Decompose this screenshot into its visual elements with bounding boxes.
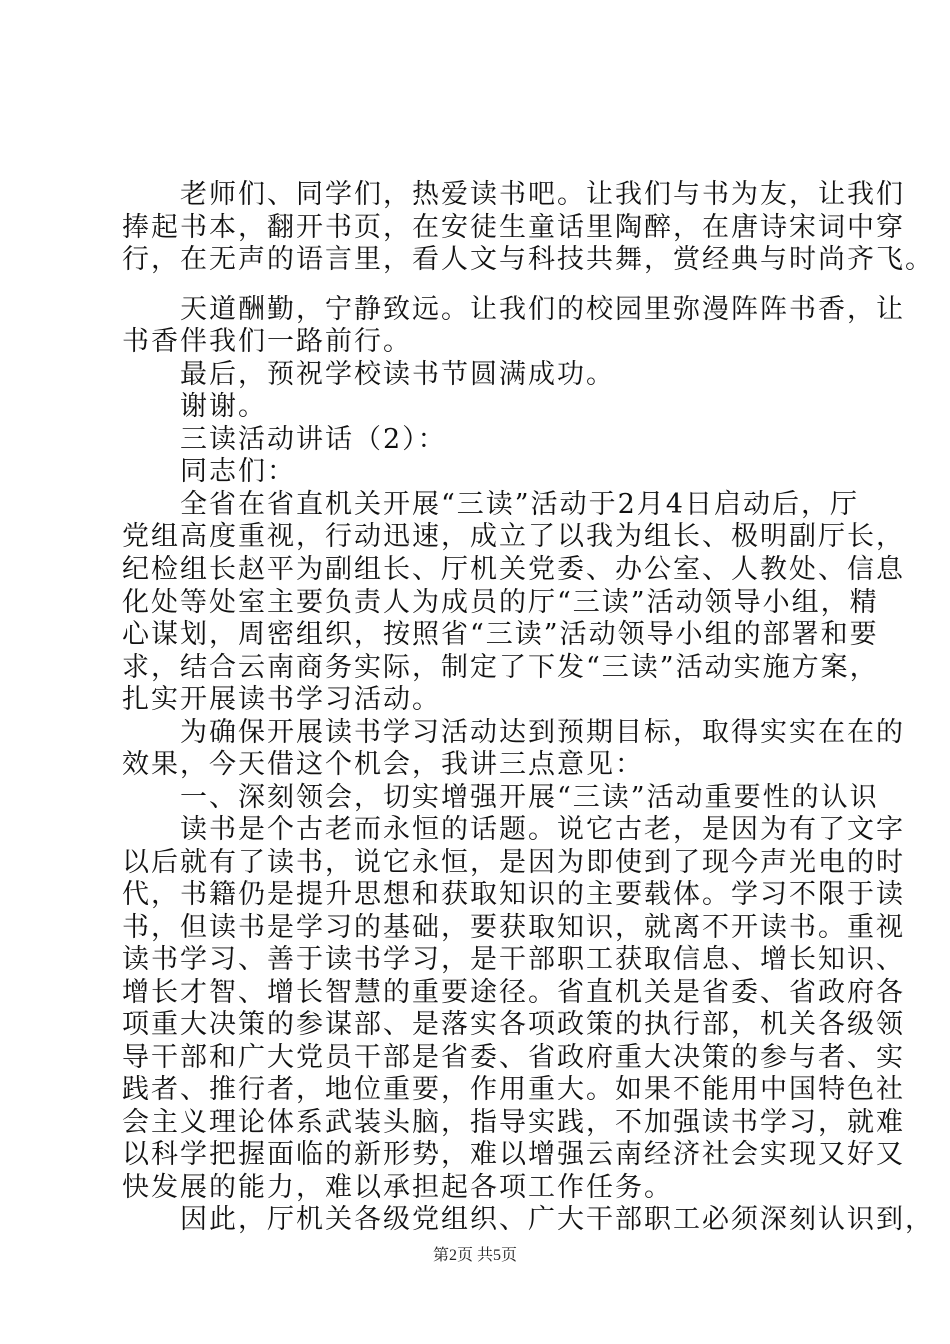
text-line: 行，在无声的语言里，看人文与科技共舞，赏经典与时尚齐飞。 [122,244,934,276]
text-line: 增长才智、增长智慧的重要途径。省直机关是省委、省政府各 [122,976,905,1008]
text-line: 捧起书本，翻开书页，在安徒生童话里陶醉，在唐诗宋词中穿 [122,211,905,243]
text-line: 以后就有了读书，说它永恒，是因为即使到了现今声光电的时 [122,846,905,878]
text-line: 效果，今天借这个机会，我讲三点意见： [122,749,644,781]
text-line: 读书学习、善于读书学习，是干部职工获取信息、增长知识、 [122,944,905,976]
text-line: 谢谢。 [122,391,267,423]
section-heading: 一、深刻领会，切实增强开展“三读”活动重要性的认识 [122,781,879,813]
text-line: 书，但读书是学习的基础，要获取知识，就离不开读书。重视 [122,911,905,943]
text-line: 践者、推行者，地位重要，作用重大。如果不能用中国特色社 [122,1074,905,1106]
text-line: 导干部和广大党员干部是省委、省政府重大决策的参与者、实 [122,1041,905,1073]
text-line: 读书是个古老而永恒的话题。说它古老，是因为有了文字 [122,814,905,846]
text-line: 扎实开展读书学习活动。 [122,684,441,716]
text-line: 纪检组长赵平为副组长、厅机关党委、办公室、人教处、信息 [122,553,905,585]
text-line: 同志们： [122,456,296,488]
text-line: 党组高度重视，行动迅速，成立了以我为组长、极明副厅长， [122,521,905,553]
text-line: 书香伴我们一路前行。 [122,326,412,358]
text-line: 为确保开展读书学习活动达到预期目标，取得实实在在的 [122,716,905,748]
text-line: 化处等处室主要负责人为成员的厅“三读”活动领导小组，精 [122,586,879,618]
text-line: 代，书籍仍是提升思想和获取知识的主要载体。学习不限于读 [122,879,905,911]
text-line: 心谋划，周密组织，按照省“三读”活动领导小组的部署和要 [122,619,879,651]
text-line: 以科学把握面临的新形势，难以增强云南经济社会实现又好又 [122,1139,905,1171]
text-line: 快发展的能力，难以承担起各项工作任务。 [122,1171,673,1203]
text-line: 最后，预祝学校读书节圆满成功。 [122,358,615,390]
text-line: 老师们、同学们，热爱读书吧。让我们与书为友，让我们 [122,179,905,210]
page-footer: 第2页 共5页 [432,1247,517,1264]
text-line: 因此，厅机关各级党组织、广大干部职工必须深刻认识到， [122,1204,934,1236]
text-line: 全省在省直机关开展“三读”活动于2月4日启动后，厅 [122,488,859,520]
text-line: 三读活动讲话（2）： [122,423,447,455]
text-line: 天道酬勤，宁静致远。让我们的校园里弥漫阵阵书香，让 [122,293,905,325]
text-line: 会主义理论体系武装头脑，指导实践，不加强读书学习，就难 [122,1106,905,1138]
text-line: 项重大决策的参谋部、是落实各项政策的执行部，机关各级领 [122,1009,905,1041]
text-line: 求，结合云南商务实际，制定了下发“三读”活动实施方案， [122,651,879,683]
